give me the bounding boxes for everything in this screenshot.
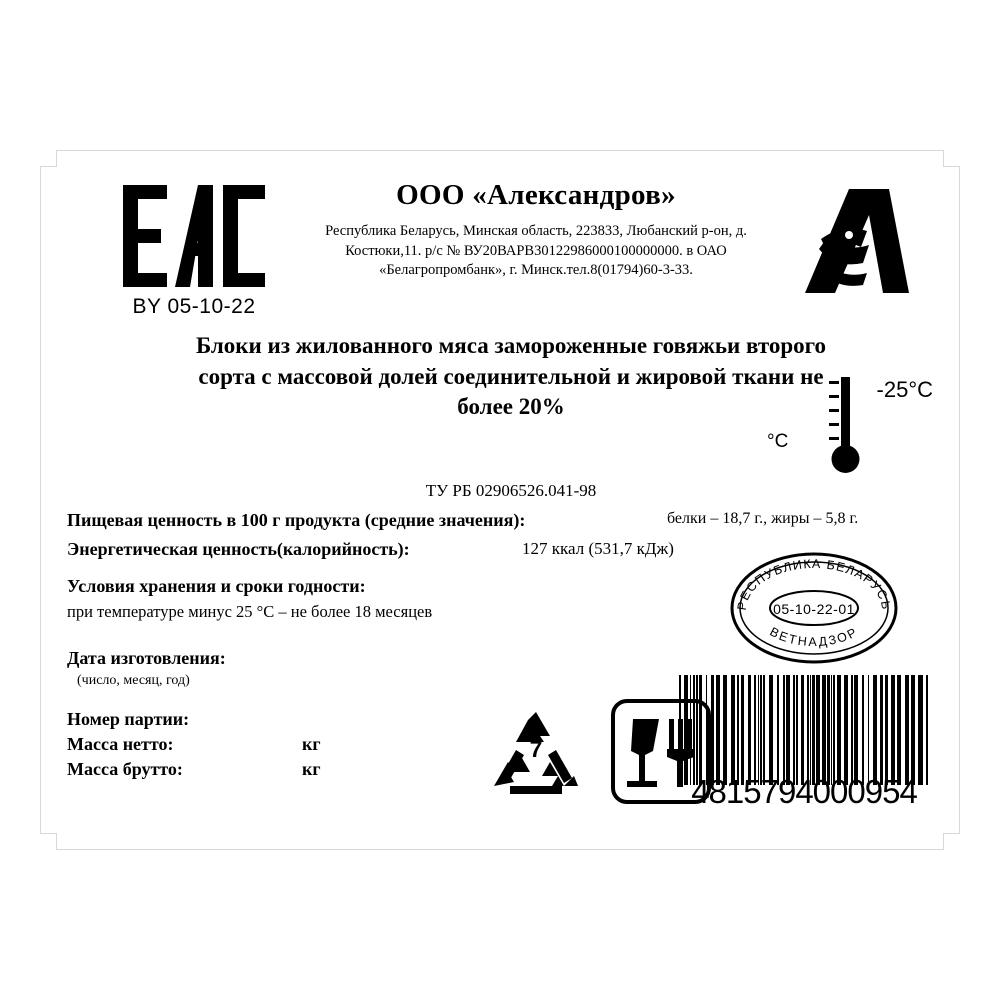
company-block — [291, 179, 781, 281]
svg-text:РЕСПУБЛИКА БЕЛАРУСЬ: РЕСПУБЛИКА БЕЛАРУСЬ — [734, 556, 894, 612]
storage-temperature-value: -25°C — [876, 377, 933, 402]
recycling-mark — [486, 706, 586, 801]
company-name: ООО «Александров» — [396, 179, 676, 211]
product-title: Блоки из жилованного мяса замороженные говяжьи второго сорта с массовой долей соединительной и жировой ткани не более 20% — [196, 333, 826, 420]
svg-text:ВЕТНАДЗОР: ВЕТНАДЗОР — [767, 624, 861, 650]
storage-line: при температуре минус 25 °С – не более 18 месяцев — [67, 602, 433, 621]
batch-number-label: Номер партии: — [67, 709, 190, 729]
barcode-number: 4815794000954 — [691, 773, 917, 810]
barcode-bars — [679, 675, 929, 785]
storage-temperature-block — [759, 369, 939, 479]
gross-mass-unit: кг — [302, 759, 321, 779]
corner-notch-top-right — [943, 150, 960, 167]
eac-icon — [119, 181, 269, 291]
eac-code: BY 05-10-22 — [132, 295, 256, 318]
storage-label: Условия хранения и сроки годности: — [67, 576, 366, 596]
thermometer-icon — [811, 371, 881, 481]
eac-block — [99, 181, 289, 319]
manufacture-date-hint: (число, месяц, год) — [77, 673, 190, 688]
nutrition-values: белки – 18,7 г., жиры – 5,8 г. — [667, 510, 859, 527]
brand-logo-icon — [791, 187, 911, 297]
nutrition-row — [67, 509, 937, 532]
recycling-code-number: 7 — [529, 736, 543, 762]
veterinary-stamp — [729, 551, 899, 666]
product-label — [40, 150, 960, 850]
gross-mass-label: Масса брутто: — [67, 759, 183, 779]
energy-value: 127 ккал (531,7 кДж) — [522, 538, 674, 558]
product-tu-code: ТУ РБ 02906526.041-98 — [425, 481, 597, 500]
veterinary-stamp-code: 05-10-22-01 — [773, 600, 855, 617]
corner-notch-bottom-left — [40, 833, 57, 850]
manufacture-date-label: Дата изготовления: — [67, 648, 226, 668]
company-address: Республика Беларусь, Минская область, 223833, Любанский р-он, д. Костюки,11. р/с № ВУ20ВАРВ30122986000100000000. в ОАО «Белагропромбанк», г. Минск.тел.8(01794)60-3-33. — [325, 223, 747, 279]
barcode-block — [679, 675, 929, 811]
energy-label: Энергетическая ценность(калорийность): — [67, 538, 410, 559]
corner-notch-top-left — [40, 150, 57, 167]
net-mass-unit: кг — [302, 734, 321, 754]
net-mass-label: Масса нетто: — [67, 734, 174, 754]
nutrition-label: Пищевая ценность в 100 г продукта (средние значения): — [67, 510, 526, 530]
degree-unit-label: °C — [767, 431, 789, 452]
corner-notch-bottom-right — [943, 833, 960, 850]
